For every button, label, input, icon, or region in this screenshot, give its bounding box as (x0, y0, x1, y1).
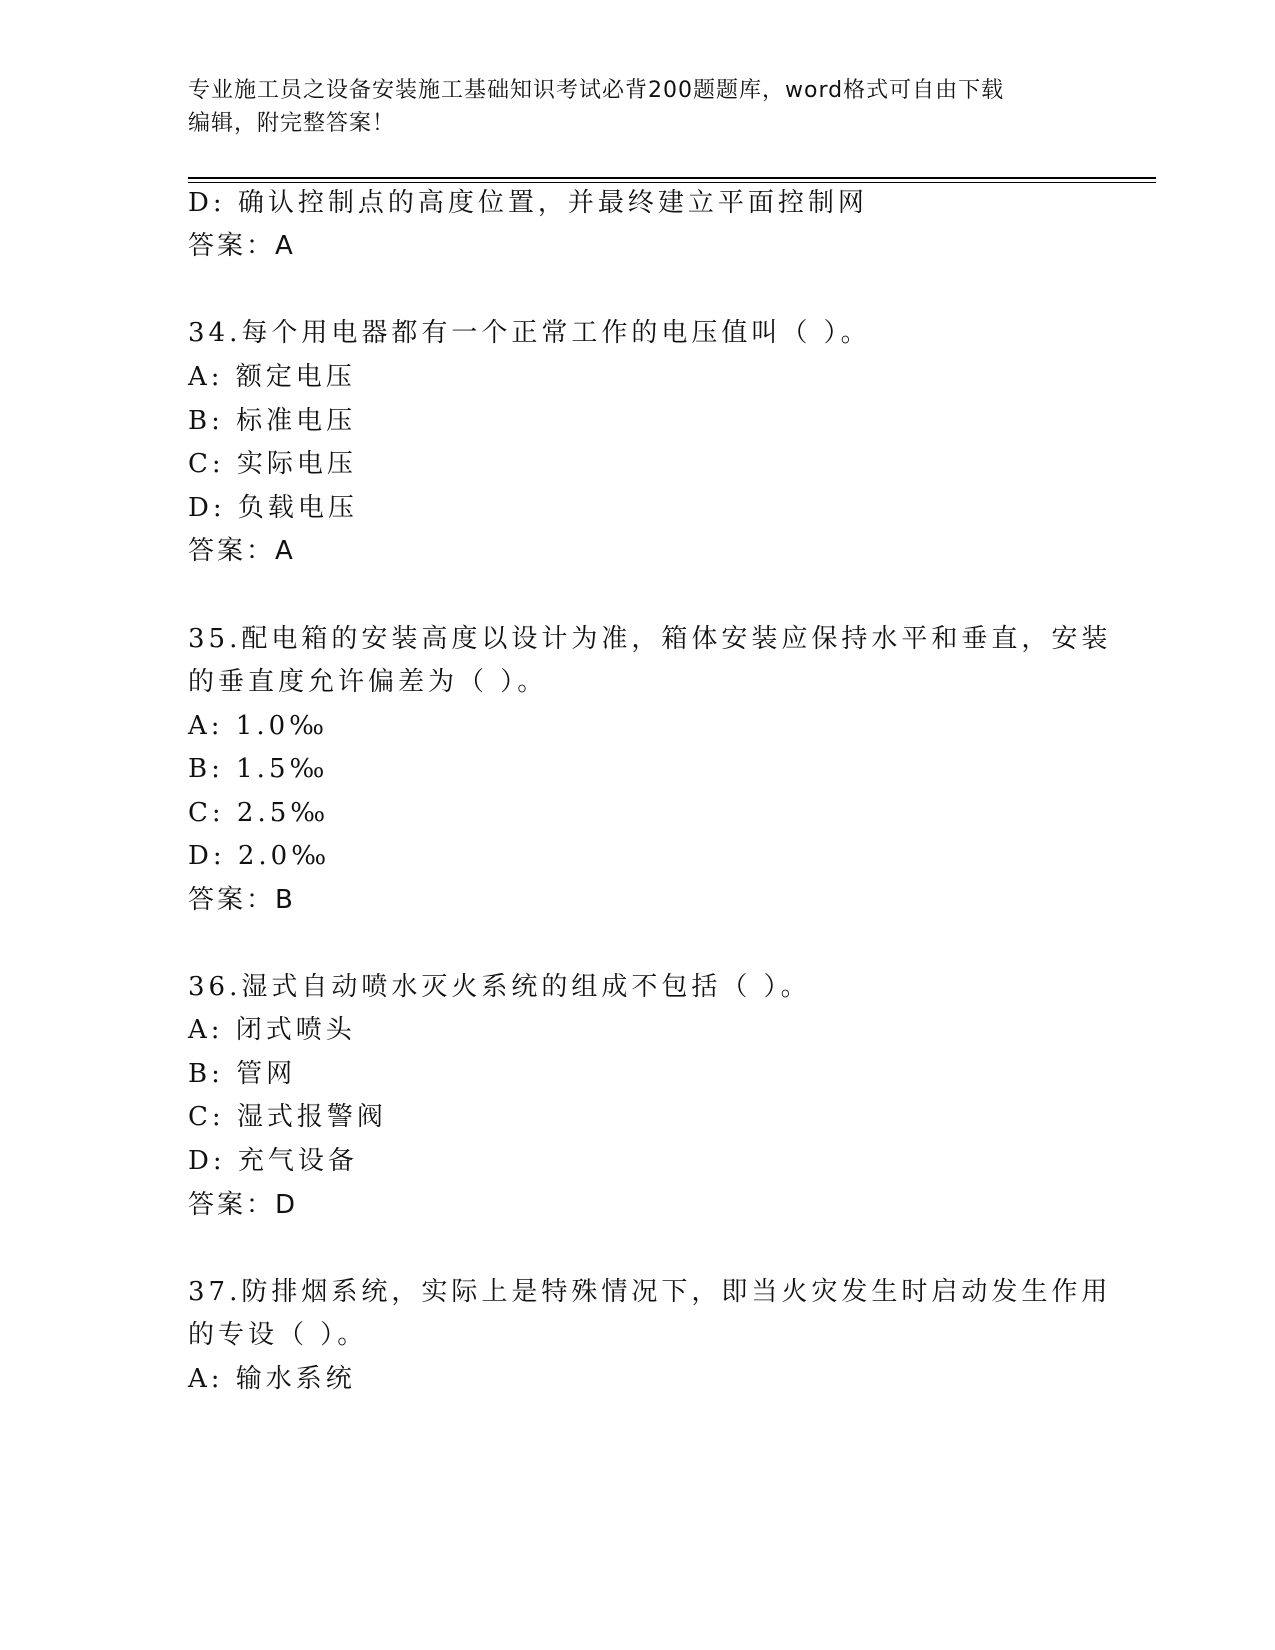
q34-stem: 34.每个用电器都有一个正常工作的电压值叫（ ）。 (188, 318, 871, 348)
q35-option-c: C: 2.5‰ (188, 798, 330, 828)
q36-option-a: A: 闭式喷头 (188, 1015, 356, 1045)
q36-option-c: C: 湿式报警阀 (188, 1102, 387, 1132)
q34-answer: 答案：A (188, 536, 296, 566)
q33-answer: 答案：A (188, 231, 296, 261)
q35-answer: 答案：B (188, 885, 296, 915)
q35-option-b: B: 1.5‰ (188, 754, 329, 784)
header-line-1: 专业施工员之设备安装施工基础知识考试必背200题题库，word格式可自由下载 (188, 78, 1005, 103)
q34-option-c: C: 实际电压 (188, 449, 357, 479)
header-line-2: 编辑，附完整答案！ (188, 111, 396, 136)
q37-stem-line-2: 的专设（ ）。 (188, 1320, 368, 1350)
q35-stem-line-1: 35.配电箱的安装高度以设计为准，箱体安装应保持水平和垂直，安装 (188, 624, 1112, 654)
q36-option-d: D: 充气设备 (188, 1146, 358, 1176)
q35-option-d: D: 2.0‰ (188, 841, 331, 871)
q35-stem-line-2: 的垂直度允许偏差为（ ）。 (188, 667, 548, 697)
header-divider-thick (188, 177, 1156, 179)
header-divider-thin (188, 182, 1156, 183)
q34-option-b: B: 标准电压 (188, 406, 357, 436)
q34-option-a: A: 额定电压 (188, 362, 356, 392)
q37-stem-line-1: 37.防排烟系统，实际上是特殊情况下，即当火灾发生时启动发生作用 (188, 1277, 1112, 1307)
q36-option-b: B: 管网 (188, 1059, 297, 1089)
q35-option-a: A: 1.0‰ (188, 711, 329, 741)
q33-option-d: D: 确认控制点的高度位置，并最终建立平面控制网 (188, 188, 868, 218)
document-header (188, 74, 1088, 140)
q37-option-a: A: 输水系统 (188, 1364, 356, 1394)
q36-answer: 答案：D (188, 1190, 299, 1220)
q34-option-d: D: 负载电压 (188, 493, 358, 523)
q36-stem: 36.湿式自动喷水灭火系统的组成不包括（ ）。 (188, 972, 811, 1002)
